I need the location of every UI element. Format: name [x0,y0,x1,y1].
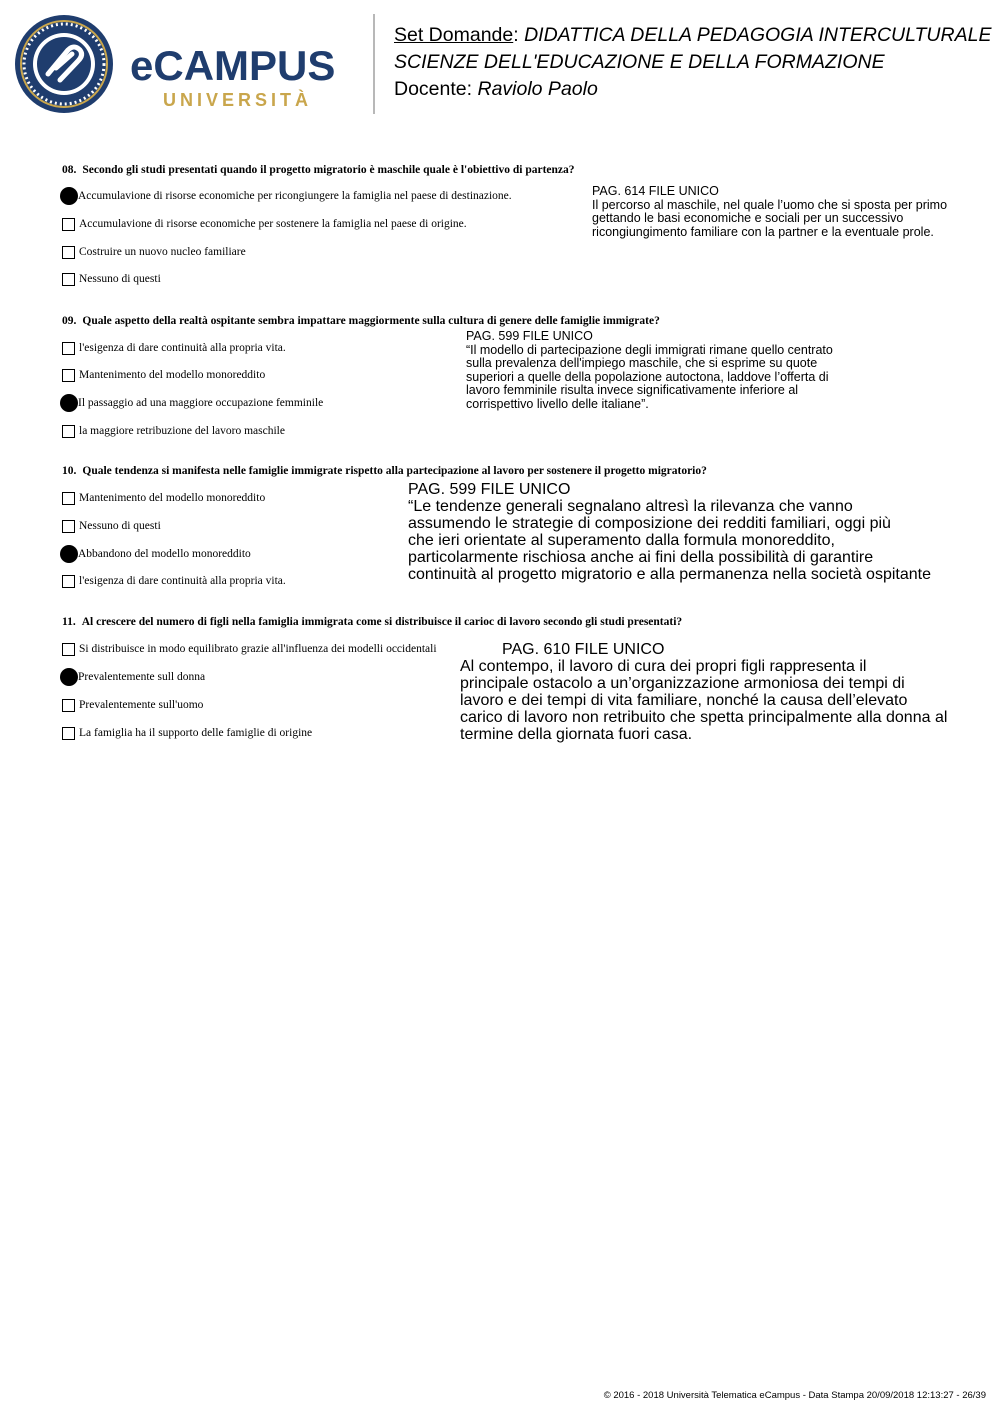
answer-option[interactable]: Il passaggio ad una maggiore occupazione femminile [62,395,323,411]
answer-option[interactable]: l'esigenza di dare continuità alla propria vita. [62,340,286,356]
checkbox-icon[interactable] [62,218,75,231]
logo-brand-text: eCAMPUS [130,42,336,89]
header-info [394,22,991,103]
answer-note: PAG. 599 FILE UNICO “Il modello di partecipazione degli immigrati rimane quello centrato sulla prevalenza dell'impiego maschile, che si esprime su quote superiori a quelle della popolazione autoctona, laddove l’offerta di lavoro femminile risulta invece significativamente inferiore al corrispettivo livello delle italiane”. [466,330,866,411]
checkbox-icon[interactable] [62,425,75,438]
answer-note: PAG. 614 FILE UNICO Il percorso al maschile, nel quale l’uomo che si sposta per primo gettando le basi economiche e sociali per un successivo ricongiungimento familiare con la partner e la eventuale prole. [592,185,984,239]
answer-option[interactable]: Accumulavione di risorse economiche per ricongiungere la famiglia nel paese di destinazione. [62,188,512,204]
degree-line [394,49,991,76]
logo-subtitle-text: UNIVERSITÀ [163,90,313,110]
answer-note: PAG. 599 FILE UNICO “Le tendenze generali segnalano altresì la rilevanza che vanno assumendo le strategie di composizione dei redditi familiari, oggi più che ieri orientate al superamento dalla formula monoreddito, particolarmente rischiosa anche ai fini della possibilità di garantire continuità al progetto migratorio e alla permanenza nella società ospitante [408,481,968,583]
selected-radio-icon[interactable] [60,187,78,205]
question-title: 09. Quale aspetto della realtà ospitante sembra impattare maggiormente sulla cultura di genere delle famiglie immigrate? [62,315,660,327]
note-reference: PAG. 614 FILE UNICO [592,184,719,198]
checkbox-icon[interactable] [62,520,75,533]
question-title: 08. Secondo gli studi presentati quando il progetto migratorio è maschile quale è l'obiettivo di partenza? [62,164,575,176]
page-footer: © 2016 - 2018 Università Telematica eCampus - Data Stampa 20/09/2018 12:13:27 - 26/39 [603,1390,986,1401]
answer-option[interactable]: Prevalentemente sull donna [62,669,205,685]
checkbox-icon[interactable] [62,369,75,382]
answer-option[interactable]: Costruire un nuovo nucleo familiare [62,244,246,260]
answer-option[interactable]: La famiglia ha il supporto delle famiglie di origine [62,725,312,741]
checkbox-icon[interactable] [62,246,75,259]
teacher-line [394,76,991,103]
question-title: 11. Al crescere del numero di figli nella famiglia immigrata come si distribuisce il carioc di lavoro secondo gli studi presentati? [62,616,683,628]
course-line: Set Domande: DIDATTICA DELLA PEDAGOGIA INTERCULTURALE [394,24,992,46]
answer-option[interactable]: Accumulavione di risorse economiche per sostenere la famiglia nel paese di origine. [62,216,467,232]
note-reference: PAG. 610 FILE UNICO [502,641,665,658]
course-title: DIDATTICA DELLA PEDAGOGIA INTERCULTURALE [524,24,992,46]
answer-option[interactable]: Mantenimento del modello monoreddito [62,490,265,506]
answer-option[interactable]: Prevalentemente sull'uomo [62,697,203,713]
header-divider [373,14,375,114]
checkbox-icon[interactable] [62,273,75,286]
teacher-label: Docente: [394,78,473,100]
note-reference: PAG. 599 FILE UNICO [408,481,571,498]
answer-option[interactable]: Abbandono del modello monoreddito [62,546,251,562]
note-reference: PAG. 599 FILE UNICO [466,329,593,343]
answer-option[interactable]: Nessuno di questi [62,518,161,534]
answer-option[interactable]: Si distribuisce in modo equilibrato grazie all'influenza dei modelli occidentali [62,641,437,657]
set-label: Set Domande [394,24,514,46]
checkbox-icon[interactable] [62,342,75,355]
checkbox-icon[interactable] [62,727,75,740]
answer-option[interactable]: l'esigenza di dare continuità alla propria vita. [62,573,286,589]
degree-name: SCIENZE DELL'EDUCAZIONE E DELLA FORMAZIONE [394,51,885,73]
selected-radio-icon[interactable] [60,545,78,563]
selected-radio-icon[interactable] [60,668,78,686]
checkbox-icon[interactable] [62,643,75,656]
ecampus-wordmark [130,40,360,112]
answer-option[interactable]: la maggiore retribuzione del lavoro maschile [62,423,285,439]
answer-option[interactable]: Mantenimento del modello monoreddito [62,367,265,383]
ecampus-seal-logo [14,14,114,114]
question-title: 10. Quale tendenza si manifesta nelle famiglie immigrate rispetto alla partecipazione al lavoro per sostenere il progetto migratorio? [62,465,707,477]
checkbox-icon[interactable] [62,575,75,588]
checkbox-icon[interactable] [62,699,75,712]
checkbox-icon[interactable] [62,492,75,505]
teacher-name: Raviolo Paolo [477,78,598,100]
selected-radio-icon[interactable] [60,394,78,412]
answer-note: PAG. 610 FILE UNICO Al contempo, il lavoro di cura dei propri figli rappresenta il principale ostacolo a un’organizzazione armoniosa dei tempi di lavoro e dei tempi di vita familiare, nonché la causa dell’elevato carico di lavoro non retribuito che spetta principalmente alla donna al termine della giornata fuori casa. [460,641,980,743]
answer-option[interactable]: Nessuno di questi [62,271,161,287]
